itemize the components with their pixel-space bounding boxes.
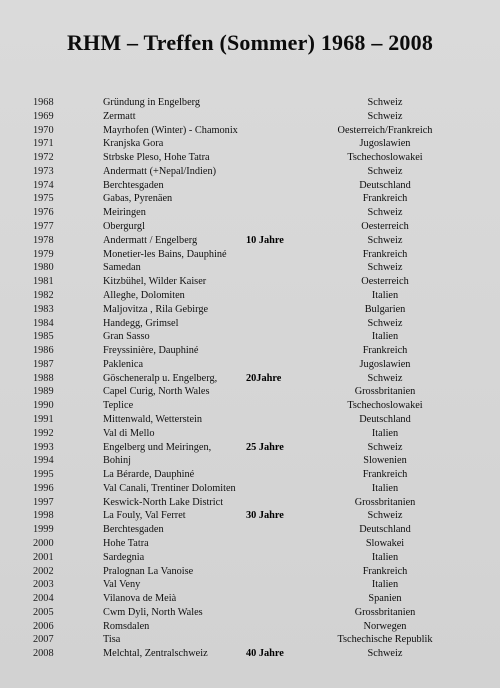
country-cell: Frankreich — [362, 248, 408, 260]
place-cell: Tisa — [103, 634, 121, 646]
place-cell: Handegg, Grimsel — [103, 317, 179, 329]
place-cell: Mayrhofen (Winter) - Chamonix — [103, 124, 238, 136]
country-cell: Deutschland — [359, 524, 411, 536]
place-cell: Melchtal, Zentralschweiz — [103, 648, 208, 660]
list-item — [0, 496, 500, 510]
country-cell: Schweiz — [367, 510, 403, 522]
list-item — [0, 454, 500, 468]
list-item — [0, 578, 500, 592]
year-cell: 1978 — [33, 234, 54, 246]
jubilee-cell: 30 Jahre — [246, 510, 284, 522]
country-cell: Frankreich — [362, 469, 408, 481]
list-item — [0, 372, 500, 386]
year-cell: 1969 — [33, 110, 54, 122]
list-item — [0, 179, 500, 193]
year-cell: 1992 — [33, 427, 54, 439]
jubilee-cell: 20Jahre — [246, 372, 282, 384]
list-item — [0, 551, 500, 565]
list-item — [0, 592, 500, 606]
list-item — [0, 344, 500, 358]
year-cell: 1986 — [33, 345, 54, 357]
page-title: RHM – Treffen (Sommer) 1968 – 2008 — [66, 30, 434, 55]
place-cell: Cwm Dyli, North Wales — [103, 606, 203, 618]
list-item — [0, 124, 500, 138]
country-cell: Italien — [371, 289, 399, 301]
year-cell: 2003 — [33, 579, 54, 591]
country-cell: Italien — [371, 482, 399, 494]
list-item — [0, 289, 500, 303]
year-cell: 2005 — [33, 606, 54, 618]
year-cell: 2004 — [33, 593, 54, 605]
year-cell: 1996 — [33, 482, 54, 494]
list-item — [0, 206, 500, 220]
jubilee-cell: 40 Jahre — [246, 648, 284, 660]
year-cell: 1988 — [33, 372, 54, 384]
year-cell: 1984 — [33, 317, 54, 329]
country-cell: Schweiz — [367, 372, 403, 384]
year-cell: 1993 — [33, 441, 54, 453]
country-cell: Italien — [371, 551, 399, 563]
place-cell: Bohinj — [103, 455, 132, 467]
list-item — [0, 537, 500, 551]
list-item — [0, 234, 500, 248]
place-cell: Val Veny — [103, 579, 141, 591]
country-cell: Italien — [371, 331, 399, 343]
country-cell: Oesterreich — [361, 221, 409, 233]
place-cell: Göscheneralp u. Engelberg, — [103, 372, 218, 384]
place-cell: Val Canali, Trentiner Dolomiten — [103, 482, 236, 494]
place-cell: Pralognan La Vanoise — [103, 565, 194, 577]
country-cell: Italien — [371, 579, 399, 591]
place-cell: Capel Curig, North Wales — [103, 386, 210, 398]
list-item — [0, 220, 500, 234]
country-cell: Tschechoslowakei — [347, 400, 423, 412]
list-item — [0, 151, 500, 165]
year-cell: 1983 — [33, 303, 54, 315]
year-cell: 1980 — [33, 262, 54, 274]
list-item — [0, 441, 500, 455]
list-item — [0, 317, 500, 331]
place-cell: Alleghe, Dolomiten — [103, 289, 185, 301]
list-item — [0, 509, 500, 523]
year-cell: 1999 — [33, 524, 54, 536]
year-cell: 2000 — [33, 538, 54, 549]
year-cell: 1976 — [33, 207, 54, 219]
year-cell: 1998 — [33, 510, 54, 522]
list-item — [0, 110, 500, 124]
country-cell: Frankreich — [362, 193, 408, 205]
list-item — [0, 565, 500, 579]
place-cell: Romsdalen — [103, 620, 150, 632]
country-cell: Schweiz — [367, 262, 403, 274]
place-cell: La Bérarde, Dauphiné — [103, 469, 195, 481]
year-cell: 1991 — [33, 413, 54, 425]
place-cell: Vilanova de Meià — [103, 593, 177, 605]
list-item — [0, 385, 500, 399]
place-cell: Kitzbühel, Wilder Kaiser — [103, 276, 207, 288]
year-cell: 1985 — [33, 331, 54, 343]
year-cell: 1997 — [33, 496, 54, 508]
year-cell: 2008 — [33, 648, 54, 660]
place-cell: Freyssinière, Dauphiné — [103, 345, 199, 357]
year-cell: 1987 — [33, 358, 54, 370]
country-cell: Schweiz — [367, 234, 403, 246]
place-cell: Val di Mello — [103, 427, 155, 439]
country-cell: Tschechische Republik — [337, 634, 433, 646]
country-cell: Schweiz — [367, 207, 403, 219]
country-cell: Jugoslawien — [359, 138, 411, 150]
place-cell: Kranjska Gora — [103, 138, 164, 150]
place-cell: Gründung in Engelberg — [103, 97, 201, 108]
country-cell: Schweiz — [367, 317, 403, 329]
year-cell: 1979 — [33, 248, 54, 260]
year-cell: 1973 — [33, 165, 54, 177]
year-cell: 1968 — [33, 97, 54, 108]
year-cell: 1974 — [33, 179, 54, 191]
place-cell: Sardegnia — [103, 551, 145, 563]
place-cell: Berchtesgaden — [103, 179, 164, 191]
year-cell: 2007 — [33, 634, 54, 646]
list-item — [0, 330, 500, 344]
place-cell: Engelberg und Meiringen, — [103, 441, 212, 453]
list-item — [0, 413, 500, 427]
year-cell: 1971 — [33, 138, 54, 150]
jubilee-cell: 10 Jahre — [246, 234, 284, 246]
place-cell: Mittenwald, Wetterstein — [103, 413, 203, 425]
country-cell: Frankreich — [362, 565, 408, 577]
country-cell: Deutschland — [359, 179, 411, 191]
list-item — [0, 192, 500, 206]
place-cell: Hohe Tatra — [103, 538, 149, 549]
place-cell: Keswick-North Lake District — [103, 496, 224, 508]
list-item — [0, 427, 500, 441]
place-cell: La Fouly, Val Ferret — [103, 510, 186, 522]
place-cell: Paklenica — [103, 358, 144, 370]
country-cell: Bulgarien — [364, 303, 406, 315]
country-cell: Schweiz — [367, 110, 403, 122]
list-item — [0, 303, 500, 317]
year-cell: 1975 — [33, 193, 54, 205]
list-item — [0, 468, 500, 482]
place-cell: Maljovitza , Rila Gebirge — [103, 303, 209, 315]
place-cell: Meiringen — [103, 207, 146, 219]
year-cell: 1982 — [33, 289, 54, 301]
list-item — [0, 358, 500, 372]
place-cell: Monetier-les Bains, Dauphiné — [103, 248, 227, 260]
country-cell: Schweiz — [367, 648, 403, 660]
year-cell: 1977 — [33, 221, 54, 233]
year-cell: 1994 — [33, 455, 54, 467]
place-cell: Samedan — [103, 262, 141, 274]
year-cell: 1989 — [33, 386, 54, 398]
list-item — [0, 96, 500, 110]
place-cell: Teplice — [103, 400, 134, 412]
list-item — [0, 482, 500, 496]
country-cell: Tschechoslowakei — [347, 152, 423, 164]
list-item — [0, 523, 500, 537]
country-cell: Spanien — [368, 593, 402, 605]
country-cell: Deutschland — [359, 413, 411, 425]
country-cell: Slowakei — [365, 538, 405, 549]
place-cell: Zermatt — [103, 110, 136, 122]
place-cell: Strbske Pleso, Hohe Tatra — [103, 152, 210, 164]
country-cell: Italien — [371, 427, 399, 439]
place-cell: Gran Sasso — [103, 331, 150, 343]
list-item — [0, 606, 500, 620]
year-cell: 1981 — [33, 276, 54, 288]
year-cell: 1970 — [33, 124, 54, 136]
place-cell: Andermatt (+Nepal/Indien) — [103, 165, 217, 177]
year-cell: 1990 — [33, 400, 54, 412]
country-cell: Frankreich — [362, 345, 408, 357]
list-item — [0, 620, 500, 634]
country-cell: Slowenien — [363, 455, 407, 467]
country-cell: Oesterreich/Frankreich — [337, 124, 433, 136]
country-cell: Schweiz — [367, 97, 403, 108]
place-cell: Berchtesgaden — [103, 524, 164, 536]
country-cell: Norwegen — [363, 620, 407, 632]
year-cell: 1972 — [33, 152, 54, 164]
place-cell: Gabas, Pyrenäen — [103, 193, 173, 205]
place-cell: Obergurgl — [103, 221, 145, 233]
country-cell: Grossbritanien — [354, 386, 416, 398]
list-item — [0, 261, 500, 275]
list-item — [0, 165, 500, 179]
year-cell: 2001 — [33, 551, 54, 563]
country-cell: Grossbritanien — [354, 606, 416, 618]
year-cell: 2002 — [33, 565, 54, 577]
year-cell: 2006 — [33, 620, 54, 632]
jubilee-cell: 25 Jahre — [246, 441, 284, 453]
country-cell: Grossbritanien — [354, 496, 416, 508]
list-item — [0, 275, 500, 289]
list-item — [0, 633, 500, 647]
year-cell: 1995 — [33, 469, 54, 481]
country-cell: Jugoslawien — [359, 358, 411, 370]
list-item — [0, 248, 500, 262]
country-cell: Schweiz — [367, 165, 403, 177]
country-cell: Schweiz — [367, 441, 403, 453]
place-cell: Andermatt / Engelberg — [103, 234, 198, 246]
list-item — [0, 137, 500, 151]
country-cell: Oesterreich — [361, 276, 409, 288]
meeting-list — [0, 96, 500, 661]
list-item — [0, 647, 500, 661]
list-item — [0, 399, 500, 413]
